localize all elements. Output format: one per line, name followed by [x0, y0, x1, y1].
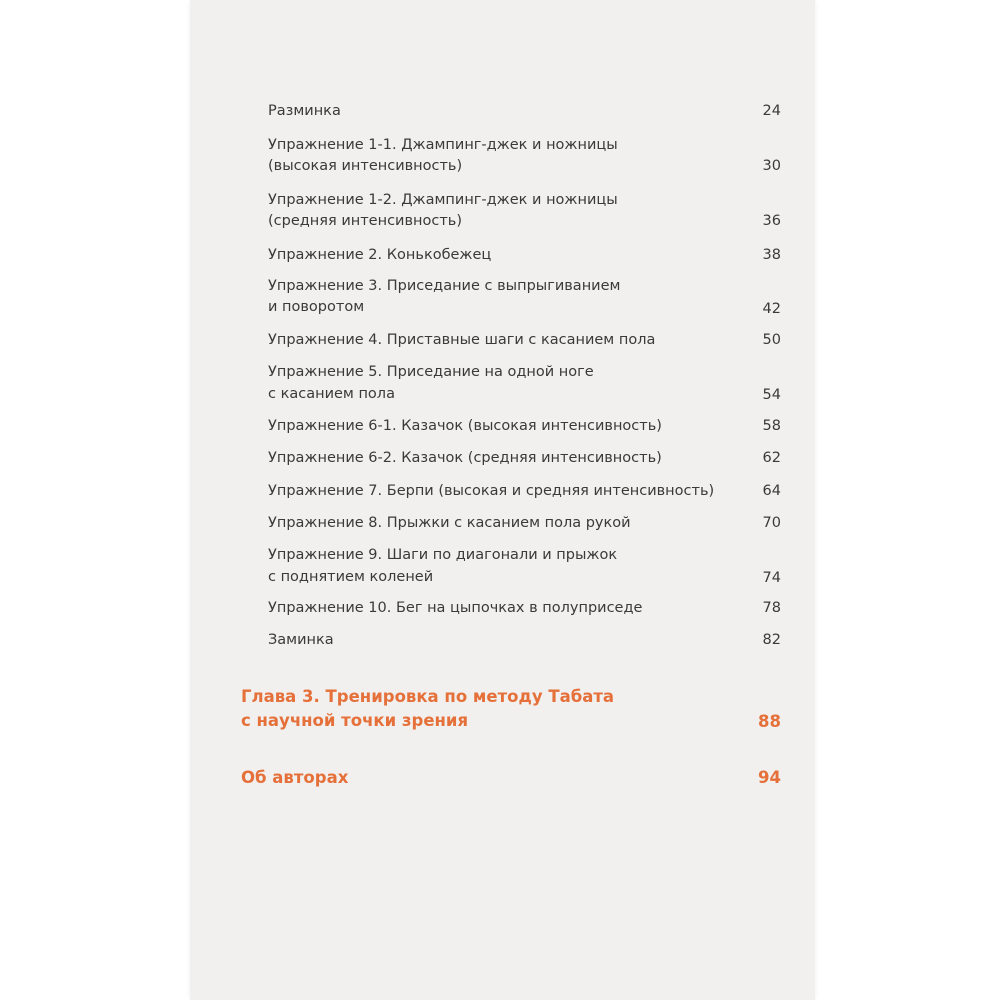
toc-page-number: 64	[762, 483, 781, 499]
toc-entry-exercise-7: Упражнение 7. Берпи (высокая и средняя интенсивность)	[268, 483, 715, 499]
toc-entry-exercise-1-1-line2: (высокая интенсивность)	[268, 158, 463, 174]
toc-entry-exercise-3: Упражнение 3. Приседание с выпрыгиванием	[268, 278, 621, 294]
toc-page-number: 42	[762, 301, 781, 317]
toc-chapter-3: Глава 3. Тренировка по методу Табата	[241, 687, 615, 706]
toc-page-number: 36	[762, 213, 781, 229]
toc-page-number: 70	[762, 515, 781, 531]
toc-entry-exercise-1-2: Упражнение 1-2. Джампинг-джек и ножницы	[268, 192, 618, 208]
toc-about-authors: Об авторах	[241, 768, 349, 787]
toc-entry-exercise-2: Упражнение 2. Конькобежец	[268, 247, 492, 263]
toc-page-number: 82	[762, 632, 781, 648]
toc-page-number: 30	[762, 158, 781, 174]
toc-entry-exercise-9-line2: с поднятием коленей	[268, 569, 434, 585]
toc-entry-exercise-10: Упражнение 10. Бег на цыпочках в полуприседе	[268, 600, 643, 616]
toc-page-number: 78	[762, 600, 781, 616]
toc-entry-exercise-1-2-line2: (средняя интенсивность)	[268, 213, 462, 229]
toc-page-number: 74	[762, 570, 781, 586]
toc-entry-warmup: Разминка	[268, 103, 341, 119]
toc-entry-exercise-4: Упражнение 4. Приставные шаги с касанием пола	[268, 332, 656, 348]
toc-entry-exercise-8: Упражнение 8. Прыжки с касанием пола рукой	[268, 515, 631, 531]
toc-page-number: 38	[762, 247, 781, 263]
toc-entry-exercise-3-line2: и поворотом	[268, 299, 365, 315]
toc-page-number: 62	[762, 450, 781, 466]
toc-entry-exercise-9: Упражнение 9. Шаги по диагонали и прыжок	[268, 547, 618, 563]
toc-entry-exercise-5-line2: с касанием пола	[268, 386, 395, 402]
toc-entry-exercise-6-1: Упражнение 6-1. Казачок (высокая интенсивность)	[268, 418, 662, 434]
toc-chapter-3-line2: с научной точки зрения	[241, 711, 469, 730]
toc-page-number: 58	[762, 418, 781, 434]
toc-page-number: 24	[762, 103, 781, 119]
toc-entry-cooldown: Заминка	[268, 632, 334, 648]
toc-chapter-page-number: 94	[758, 768, 781, 787]
toc-entry-exercise-6-2: Упражнение 6-2. Казачок (средняя интенсивность)	[268, 450, 662, 466]
toc-chapter-page-number: 88	[758, 712, 781, 731]
toc-page-number: 50	[762, 332, 781, 348]
toc-page-number: 54	[762, 387, 781, 403]
toc-entry-exercise-1-1: Упражнение 1-1. Джампинг-джек и ножницы	[268, 137, 618, 153]
table-of-contents	[190, 0, 815, 1000]
book-page	[190, 0, 815, 1000]
toc-entry-exercise-5: Упражнение 5. Приседание на одной ноге	[268, 364, 594, 380]
